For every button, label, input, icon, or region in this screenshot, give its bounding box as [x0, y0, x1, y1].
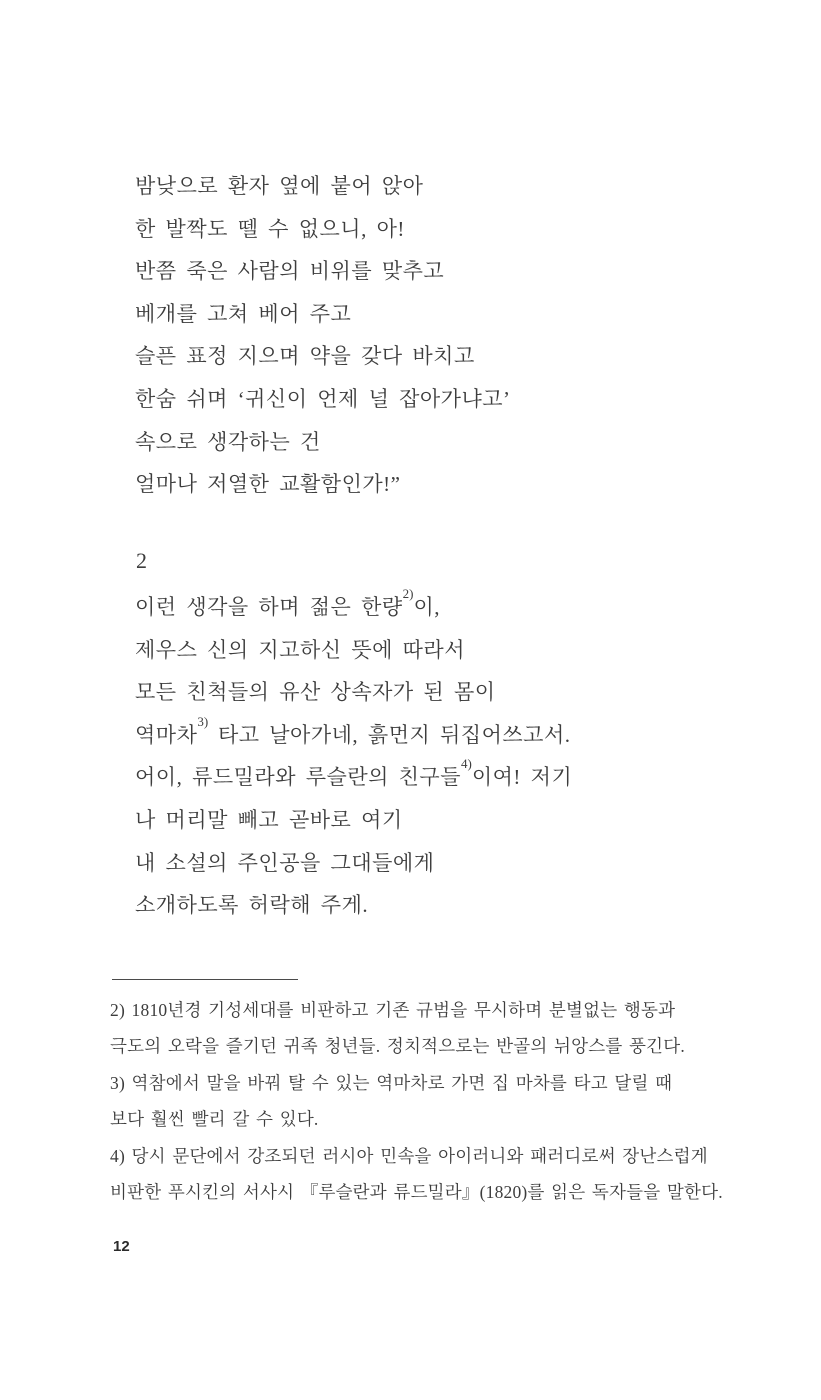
poem-line: 내 소설의 주인공을 그대들에게: [135, 850, 435, 875]
poem-line: 반쯤 죽은 사람의 비위를 맞추고: [135, 259, 445, 284]
stanza-2: [135, 586, 572, 927]
poem-line-text: 어이, 류드밀라와 루슬란의 친구들: [135, 765, 462, 790]
poem-line: 소개하도록 허락해 주게.: [135, 893, 369, 918]
stanza-number: 2: [136, 548, 147, 573]
footnotes: [110, 992, 750, 1210]
footnote-line: 2) 1810년경 기성세대를 비판하고 기존 규범을 무시하며 분별없는 행동과: [110, 1000, 676, 1020]
footnote-line: 3) 역참에서 말을 바꿔 탈 수 있는 역마차로 가면 집 마차를 타고 달릴 때: [110, 1072, 673, 1093]
poem-line-text: 이,: [413, 595, 441, 619]
poem-line-text: 이여! 저기: [471, 765, 573, 790]
footnote-ref-2: 2): [402, 586, 414, 601]
poem-line: 슬픈 표정 지으며 약을 갖다 바치고: [135, 344, 475, 369]
footnote-line: 보다 훨씬 빨리 갈 수 있다.: [110, 1109, 319, 1130]
poem-line: 밤낮으로 환자 옆에 붙어 앉아: [135, 174, 424, 198]
stanza-1: [135, 165, 511, 506]
poem-line: [135, 586, 572, 629]
footnote-line: 비판한 푸시킨의 서사시 『루슬란과 류드밀라』(1820)를 읽은 독자들을 말한다.: [110, 1181, 723, 1202]
footnote-line: 4) 당시 문단에서 강조되던 러시아 민속을 아이러니와 패러디로써 장난스럽게: [110, 1145, 708, 1166]
poem-line-text: 역마차: [135, 722, 198, 747]
poem-line: 한숨 쉬며 ‘귀신이 언제 널 잡아가냐고’: [135, 386, 511, 411]
footnote-line: 극도의 오락을 즐기던 귀족 청년들. 정치적으로는 반골의 뉘앙스를 풍긴다.: [110, 1036, 685, 1057]
footnote-divider: [112, 979, 298, 980]
footnote-ref-4: 4): [461, 756, 472, 772]
poem-line: 모든 친척들의 유산 상속자가 된 몸이: [135, 680, 496, 705]
poem-line: 얼마나 저열한 교활함인가!”: [135, 472, 401, 497]
poem-line: [135, 756, 572, 799]
poem-line: [135, 714, 572, 757]
poem-line-text: 이런 생각을 하며 젊은 한량: [135, 595, 403, 619]
poem-line-text: 타고 날아가네, 흙먼지 뒤집어쓰고서.: [208, 722, 571, 747]
poem-line: 한 발짝도 뗄 수 없으니, 아!: [135, 216, 405, 241]
poem-line: 나 머리말 빼고 곧바로 여기: [135, 807, 403, 832]
footnote-ref-3: 3): [197, 713, 209, 729]
poem-line: 베개를 고쳐 베어 주고: [135, 301, 352, 326]
poem-line: 제우스 신의 지고하신 뜻에 따라서: [135, 637, 466, 662]
poem-line: 속으로 생각하는 건: [135, 429, 321, 454]
page-number: 12: [113, 1238, 130, 1255]
